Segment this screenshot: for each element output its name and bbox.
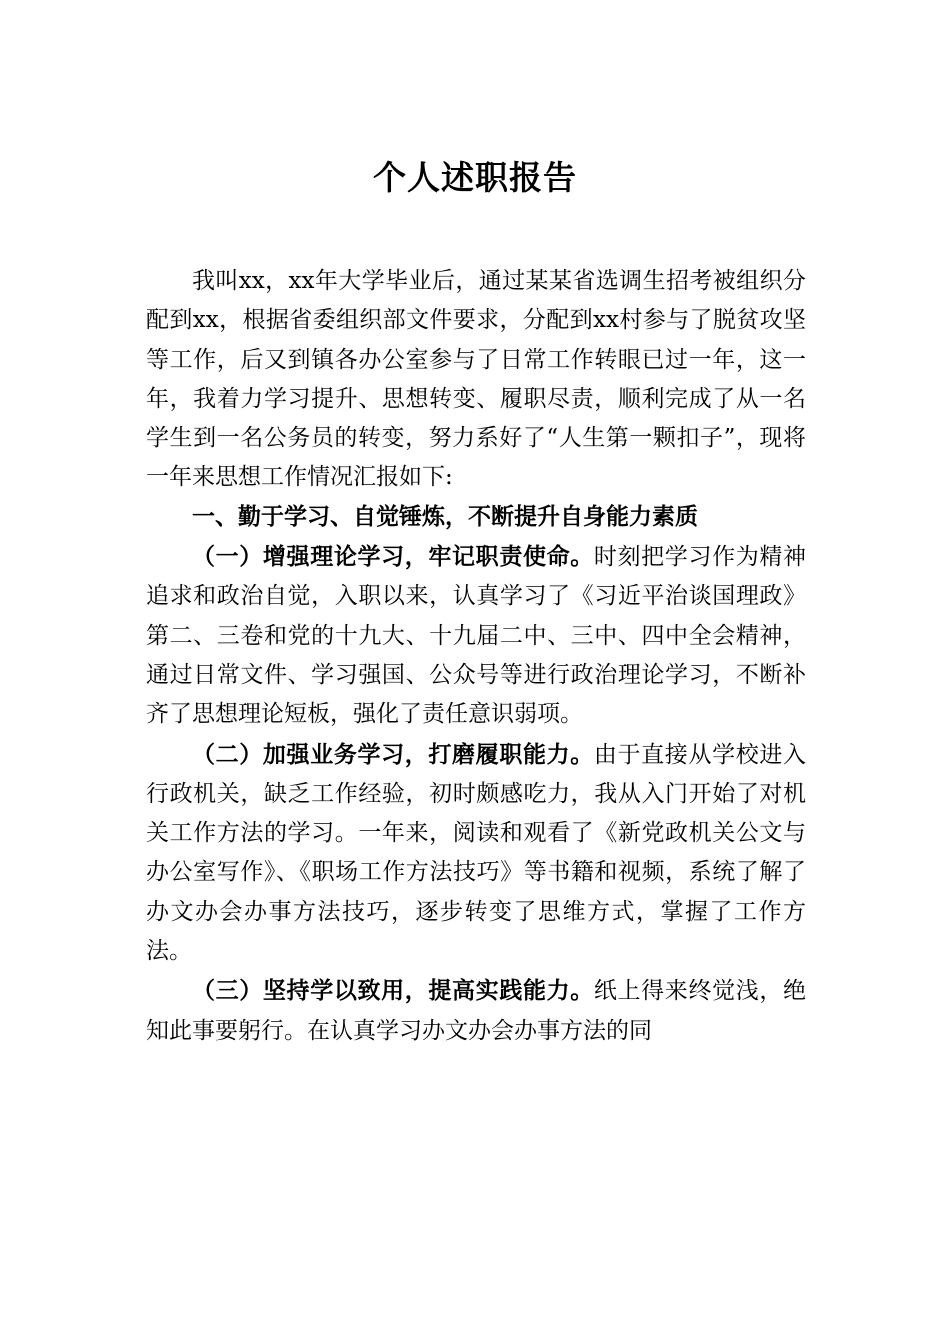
document-body <box>146 262 806 1051</box>
item-paragraph <box>146 537 806 734</box>
item-text: 由于直接从学校进入行政机关，缺乏工作经验，初时颇感吃力，我从入门开始了对机关工作方法的学习。一年来，阅读和观看了《新党政机关公文与办公室写作》、《职场工作方法技巧》等书籍和视频，系统了解了办文办会办事方法技巧，逐步转变了思维方式，掌握了工作方法。 <box>146 741 807 965</box>
item-paragraph <box>146 971 806 1051</box>
item-lead: （三）坚持学以致用，提高实践能力。 <box>192 977 594 1005</box>
item-paragraph <box>146 735 806 972</box>
item-lead: （二）加强业务学习，打磨履职能力。 <box>192 740 594 768</box>
document-title: 个人述职报告 <box>373 158 577 197</box>
item-text: 时刻把学习作为精神追求和政治自觉，入职以来，认真学习了《习近平治谈国理政》第二、三卷和党的十九大、十九届二中、三中、四中全会精神，通过日常文件、学习强国、公众号等进行政治理论学习，不断补齐了思想理论短板，强化了责任意识弱项。 <box>146 544 807 728</box>
item-text: 纸上得来终觉浅，绝知此事要躬行。在认真学习办文办会办事方法的同 <box>146 978 807 1044</box>
item-lead: （一）增强理论学习，牢记职责使命。 <box>192 543 594 571</box>
section-heading: 一、勤于学习、自觉锤炼，不断提升自身能力素质 <box>192 503 698 530</box>
intro-paragraph: 我叫xx，xx年大学毕业后，通过某某省选调生招考被组织分配到xx，根据省委组织部文件要求，分配到xx村参与了脱贫攻坚等工作，后又到镇各办公室参与了日常工作转眼已过一年，这一年，我着力学习提升、思想转变、履职尽责，顺利完成了从一名学生到一名公务员的转变，努力系好了“人生第一颗扣子”，现将一年来思想工作情况汇报如下: <box>146 268 806 491</box>
